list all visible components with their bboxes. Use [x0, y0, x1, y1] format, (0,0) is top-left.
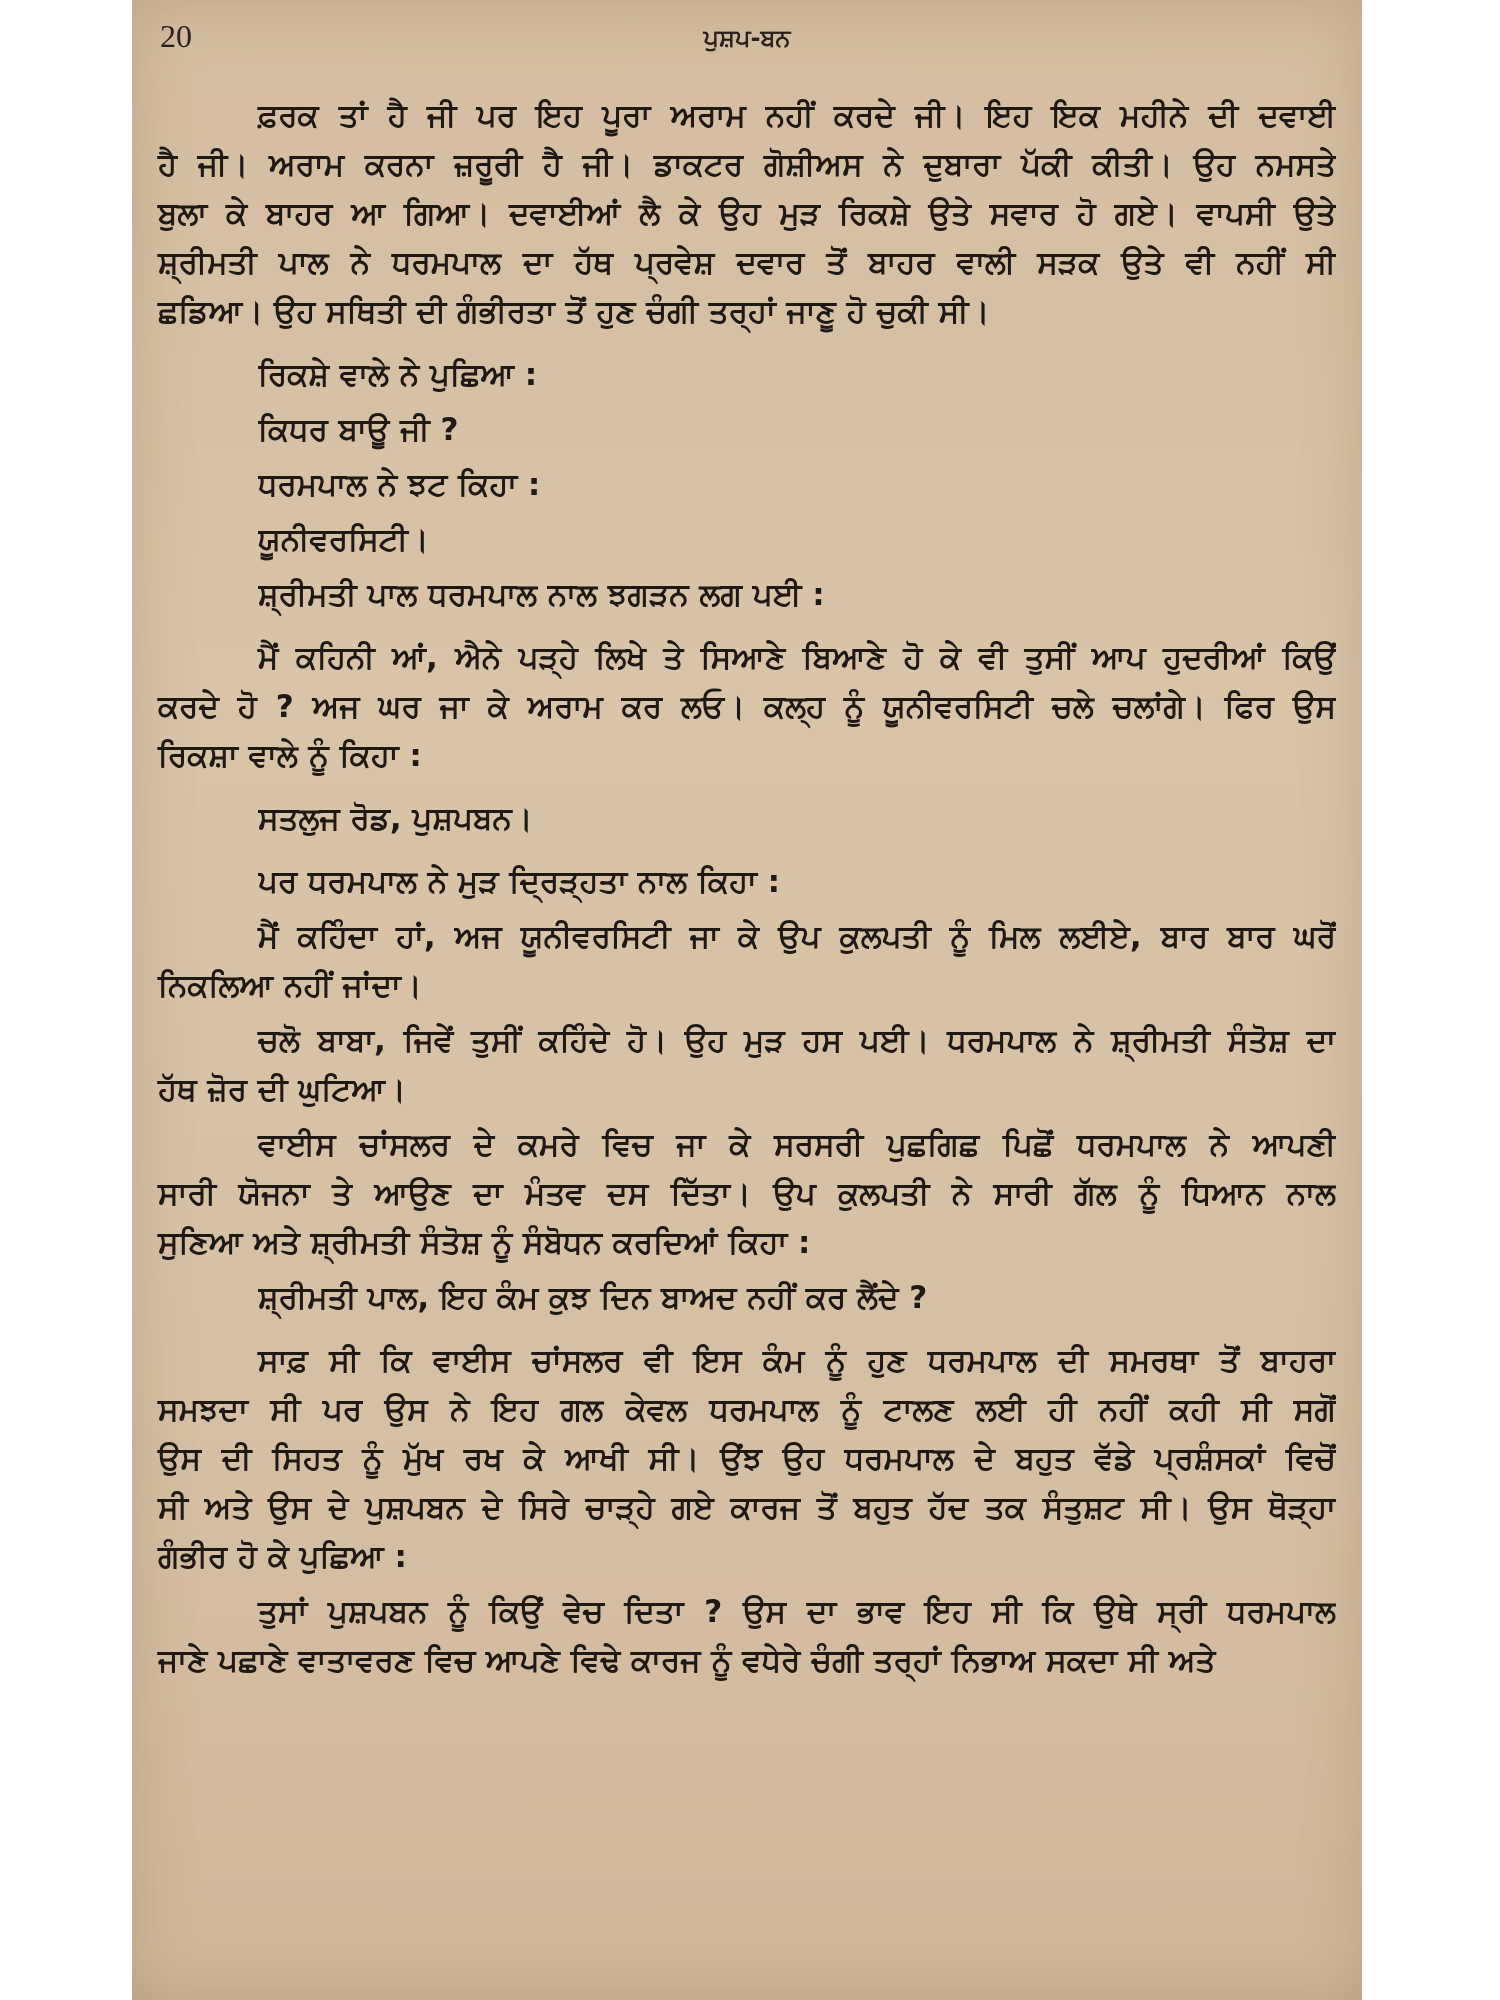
- paragraph: [158, 1588, 1336, 1686]
- paragraph: [158, 406, 1336, 455]
- paragraph: [158, 1121, 1336, 1268]
- text-line: ਕਿਧਰ ਬਾਊ ਜੀ ?: [258, 412, 459, 448]
- text-line: ਸੀ ਅਤੇ ਉਸ ਦੇ ਪੁਸ਼ਪਬਨ ਦੇ ਸਿਰੇ ਚਾੜ੍ਹੇ ਗਏ ਕਾਰਜ ਤੋਂ ਬਹੁਤ ਹੱਦ ਤਕ ਸੰਤੁਸ਼ਟ ਸੀ। ਉਸ ਥੋੜ੍ਹਾ: [158, 1490, 1336, 1526]
- page-number: 20: [160, 18, 192, 54]
- paragraph: [158, 1017, 1336, 1115]
- text-line: ਮੈਂ ਕਹਿਨੀ ਆਂ, ਐਨੇ ਪੜ੍ਹੇ ਲਿਖੇ ਤੇ ਸਿਆਣੇ ਬਿਆਣੇ ਹੋ ਕੇ ਵੀ ਤੁਸੀਂ ਆਪ ਹੁਦਰੀਆਂ ਕਿਉਂ: [258, 640, 1336, 676]
- body-text: [158, 92, 1336, 1692]
- paragraph: [158, 913, 1336, 1011]
- text-line: ਕਰਦੇ ਹੋ ? ਅਜ ਘਰ ਜਾ ਕੇ ਅਰਾਮ ਕਰ ਲਓ। ਕਲ੍ਹ ਨੂੰ ਯੂਨੀਵਰਸਿਟੀ ਚਲੇ ਚਲਾਂਗੇ। ਫਿਰ ਉਸ: [158, 689, 1336, 725]
- text-line: ਨਿਕਲਿਆ ਨਹੀਂ ਜਾਂਦਾ।: [158, 968, 422, 1004]
- text-line: ਸ਼੍ਰੀਮਤੀ ਪਾਲ ਨੇ ਧਰਮਪਾਲ ਦਾ ਹੱਥ ਪ੍ਰਵੇਸ਼ ਦਵਾਰ ਤੋਂ ਬਾਹਰ ਵਾਲੀ ਸੜਕ ਉਤੇ ਵੀ ਨਹੀਂ ਸੀ: [158, 245, 1336, 281]
- text-line: ਸਾਰੀ ਯੋਜਨਾ ਤੇ ਆਉਣ ਦਾ ਮੰਤਵ ਦਸ ਦਿੱਤਾ। ਉਪ ਕੁਲਪਤੀ ਨੇ ਸਾਰੀ ਗੱਲ ਨੂੰ ਧਿਆਨ ਨਾਲ: [158, 1176, 1336, 1212]
- text-line: ਗੰਭੀਰ ਹੋ ਕੇ ਪੁਛਿਆ :: [158, 1539, 407, 1575]
- text-line: ਫ਼ਰਕ ਤਾਂ ਹੈ ਜੀ ਪਰ ਇਹ ਪੂਰਾ ਅਰਾਮ ਨਹੀਂ ਕਰਦੇ ਜੀ। ਇਹ ਇਕ ਮਹੀਨੇ ਦੀ ਦਵਾਈ: [258, 98, 1336, 134]
- paragraph: [158, 858, 1336, 907]
- text-line: ਸ਼੍ਰੀਮਤੀ ਪਾਲ ਧਰਮਪਾਲ ਨਾਲ ਝਗੜਨ ਲਗ ਪਈ :: [258, 577, 825, 613]
- text-line: ਜਾਣੇ ਪਛਾਣੇ ਵਾਤਾਵਰਣ ਵਿਚ ਆਪਣੇ ਵਿਢੇ ਕਾਰਜ ਨੂੰ ਵਧੇਰੇ ਚੰਗੀ ਤਰ੍ਹਾਂ ਨਿਭਾਅ ਸਕਦਾ ਸੀ ਅਤੇ: [158, 1643, 1216, 1679]
- paragraph: [158, 92, 1336, 337]
- text-line: ਛਡਿਆ। ਉਹ ਸਥਿਤੀ ਦੀ ਗੰਭੀਰਤਾ ਤੋਂ ਹੁਣ ਚੰਗੀ ਤਰ੍ਹਾਂ ਜਾਣੂ ਹੋ ਚੁਕੀ ਸੀ।: [158, 294, 990, 330]
- text-line: ਹੈ ਜੀ। ਅਰਾਮ ਕਰਨਾ ਜ਼ਰੂਰੀ ਹੈ ਜੀ। ਡਾਕਟਰ ਗੋਸ਼ੀਅਸ ਨੇ ਦੁਬਾਰਾ ਪੱਕੀ ਕੀਤੀ। ਉਹ ਨਮਸਤੇ: [158, 147, 1336, 183]
- text-line: ਸਮਝਦਾ ਸੀ ਪਰ ਉਸ ਨੇ ਇਹ ਗਲ ਕੇਵਲ ਧਰਮਪਾਲ ਨੂੰ ਟਾਲਣ ਲਈ ਹੀ ਨਹੀਂ ਕਹੀ ਸੀ ਸਗੋਂ: [158, 1392, 1336, 1428]
- text-line: ਚਲੋ ਬਾਬਾ, ਜਿਵੇਂ ਤੁਸੀਂ ਕਹਿੰਦੇ ਹੋ। ਉਹ ਮੁੜ ਹਸ ਪਈ। ਧਰਮਪਾਲ ਨੇ ਸ਼੍ਰੀਮਤੀ ਸੰਤੋਸ਼ ਦਾ: [258, 1023, 1336, 1059]
- text-line: ਧਰਮਪਾਲ ਨੇ ਝਟ ਕਿਹਾ :: [258, 467, 541, 503]
- running-head: ਪੁਸ਼ਪ-ਬਨ: [703, 24, 791, 52]
- paragraph: [158, 795, 1336, 844]
- text-line: ਸਾਫ਼ ਸੀ ਕਿ ਵਾਈਸ ਚਾਂਸਲਰ ਵੀ ਇਸ ਕੰਮ ਨੂੰ ਹੁਣ ਧਰਮਪਾਲ ਦੀ ਸਮਰਥਾ ਤੋਂ ਬਾਹਰਾ: [258, 1343, 1336, 1379]
- paragraph: [158, 351, 1336, 400]
- text-line: ਹੱਥ ਜ਼ੋਰ ਦੀ ਘੁਟਿਆ।: [158, 1072, 406, 1108]
- text-line: ਉਸ ਦੀ ਸਿਹਤ ਨੂੰ ਮੁੱਖ ਰਖ ਕੇ ਆਖੀ ਸੀ। ਉਂਝ ਉਹ ਧਰਮਪਾਲ ਦੇ ਬਹੁਤ ਵੱਡੇ ਪ੍ਰਸ਼ੰਸਕਾਂ ਵਿਚੋਂ: [158, 1441, 1336, 1477]
- text-line: ਸੁਣਿਆ ਅਤੇ ਸ਼੍ਰੀਮਤੀ ਸੰਤੋਸ਼ ਨੂੰ ਸੰਬੋਧਨ ਕਰਦਿਆਂ ਕਿਹਾ :: [158, 1225, 811, 1261]
- text-line: ਤੁਸਾਂ ਪੁਸ਼ਪਬਨ ਨੂੰ ਕਿਉਂ ਵੇਚ ਦਿਤਾ ? ਉਸ ਦਾ ਭਾਵ ਇਹ ਸੀ ਕਿ ਉਥੇ ਸ੍ਰੀ ਧਰਮਪਾਲ: [258, 1594, 1336, 1630]
- paragraph: [158, 634, 1336, 781]
- text-line: ਰਿਕਸ਼ੇ ਵਾਲੇ ਨੇ ਪੁਛਿਆ :: [258, 357, 538, 393]
- paragraph: [158, 1337, 1336, 1582]
- text-line: ਵਾਈਸ ਚਾਂਸਲਰ ਦੇ ਕਮਰੇ ਵਿਚ ਜਾ ਕੇ ਸਰਸਰੀ ਪੁਛਗਿਛ ਪਿਛੋਂ ਧਰਮਪਾਲ ਨੇ ਆਪਣੀ: [258, 1127, 1336, 1163]
- paragraph: [158, 461, 1336, 510]
- text-line: ਸਤਲੁਜ ਰੋਡ, ਪੁਸ਼ਪਬਨ।: [258, 801, 533, 837]
- text-line: ਸ਼੍ਰੀਮਤੀ ਪਾਲ, ਇਹ ਕੰਮ ਕੁਝ ਦਿਨ ਬਾਅਦ ਨਹੀਂ ਕਰ ਲੈਂਦੇ ?: [258, 1280, 928, 1316]
- text-line: ਮੈਂ ਕਹਿੰਦਾ ਹਾਂ, ਅਜ ਯੂਨੀਵਰਸਿਟੀ ਜਾ ਕੇ ਉਪ ਕੁਲਪਤੀ ਨੂੰ ਮਿਲ ਲਈਏ, ਬਾਰ ਬਾਰ ਘਰੋਂ: [258, 919, 1336, 955]
- book-page: [132, 0, 1362, 2000]
- text-line: ਯੂਨੀਵਰਸਿਟੀ।: [258, 522, 429, 558]
- text-line: ਬੁਲਾ ਕੇ ਬਾਹਰ ਆ ਗਿਆ। ਦਵਾਈਆਂ ਲੈ ਕੇ ਉਹ ਮੁੜ ਰਿਕਸ਼ੇ ਉਤੇ ਸਵਾਰ ਹੋ ਗਏ। ਵਾਪਸੀ ਉਤੇ: [158, 196, 1336, 232]
- page-header: [132, 18, 1362, 58]
- paragraph: [158, 571, 1336, 620]
- paragraph: [158, 516, 1336, 565]
- text-line: ਰਿਕਸ਼ਾ ਵਾਲੇ ਨੂੰ ਕਿਹਾ :: [158, 738, 422, 774]
- text-line: ਪਰ ਧਰਮਪਾਲ ਨੇ ਮੁੜ ਦ੍ਰਿੜ੍ਹਤਾ ਨਾਲ ਕਿਹਾ :: [258, 864, 781, 900]
- paragraph: [158, 1274, 1336, 1323]
